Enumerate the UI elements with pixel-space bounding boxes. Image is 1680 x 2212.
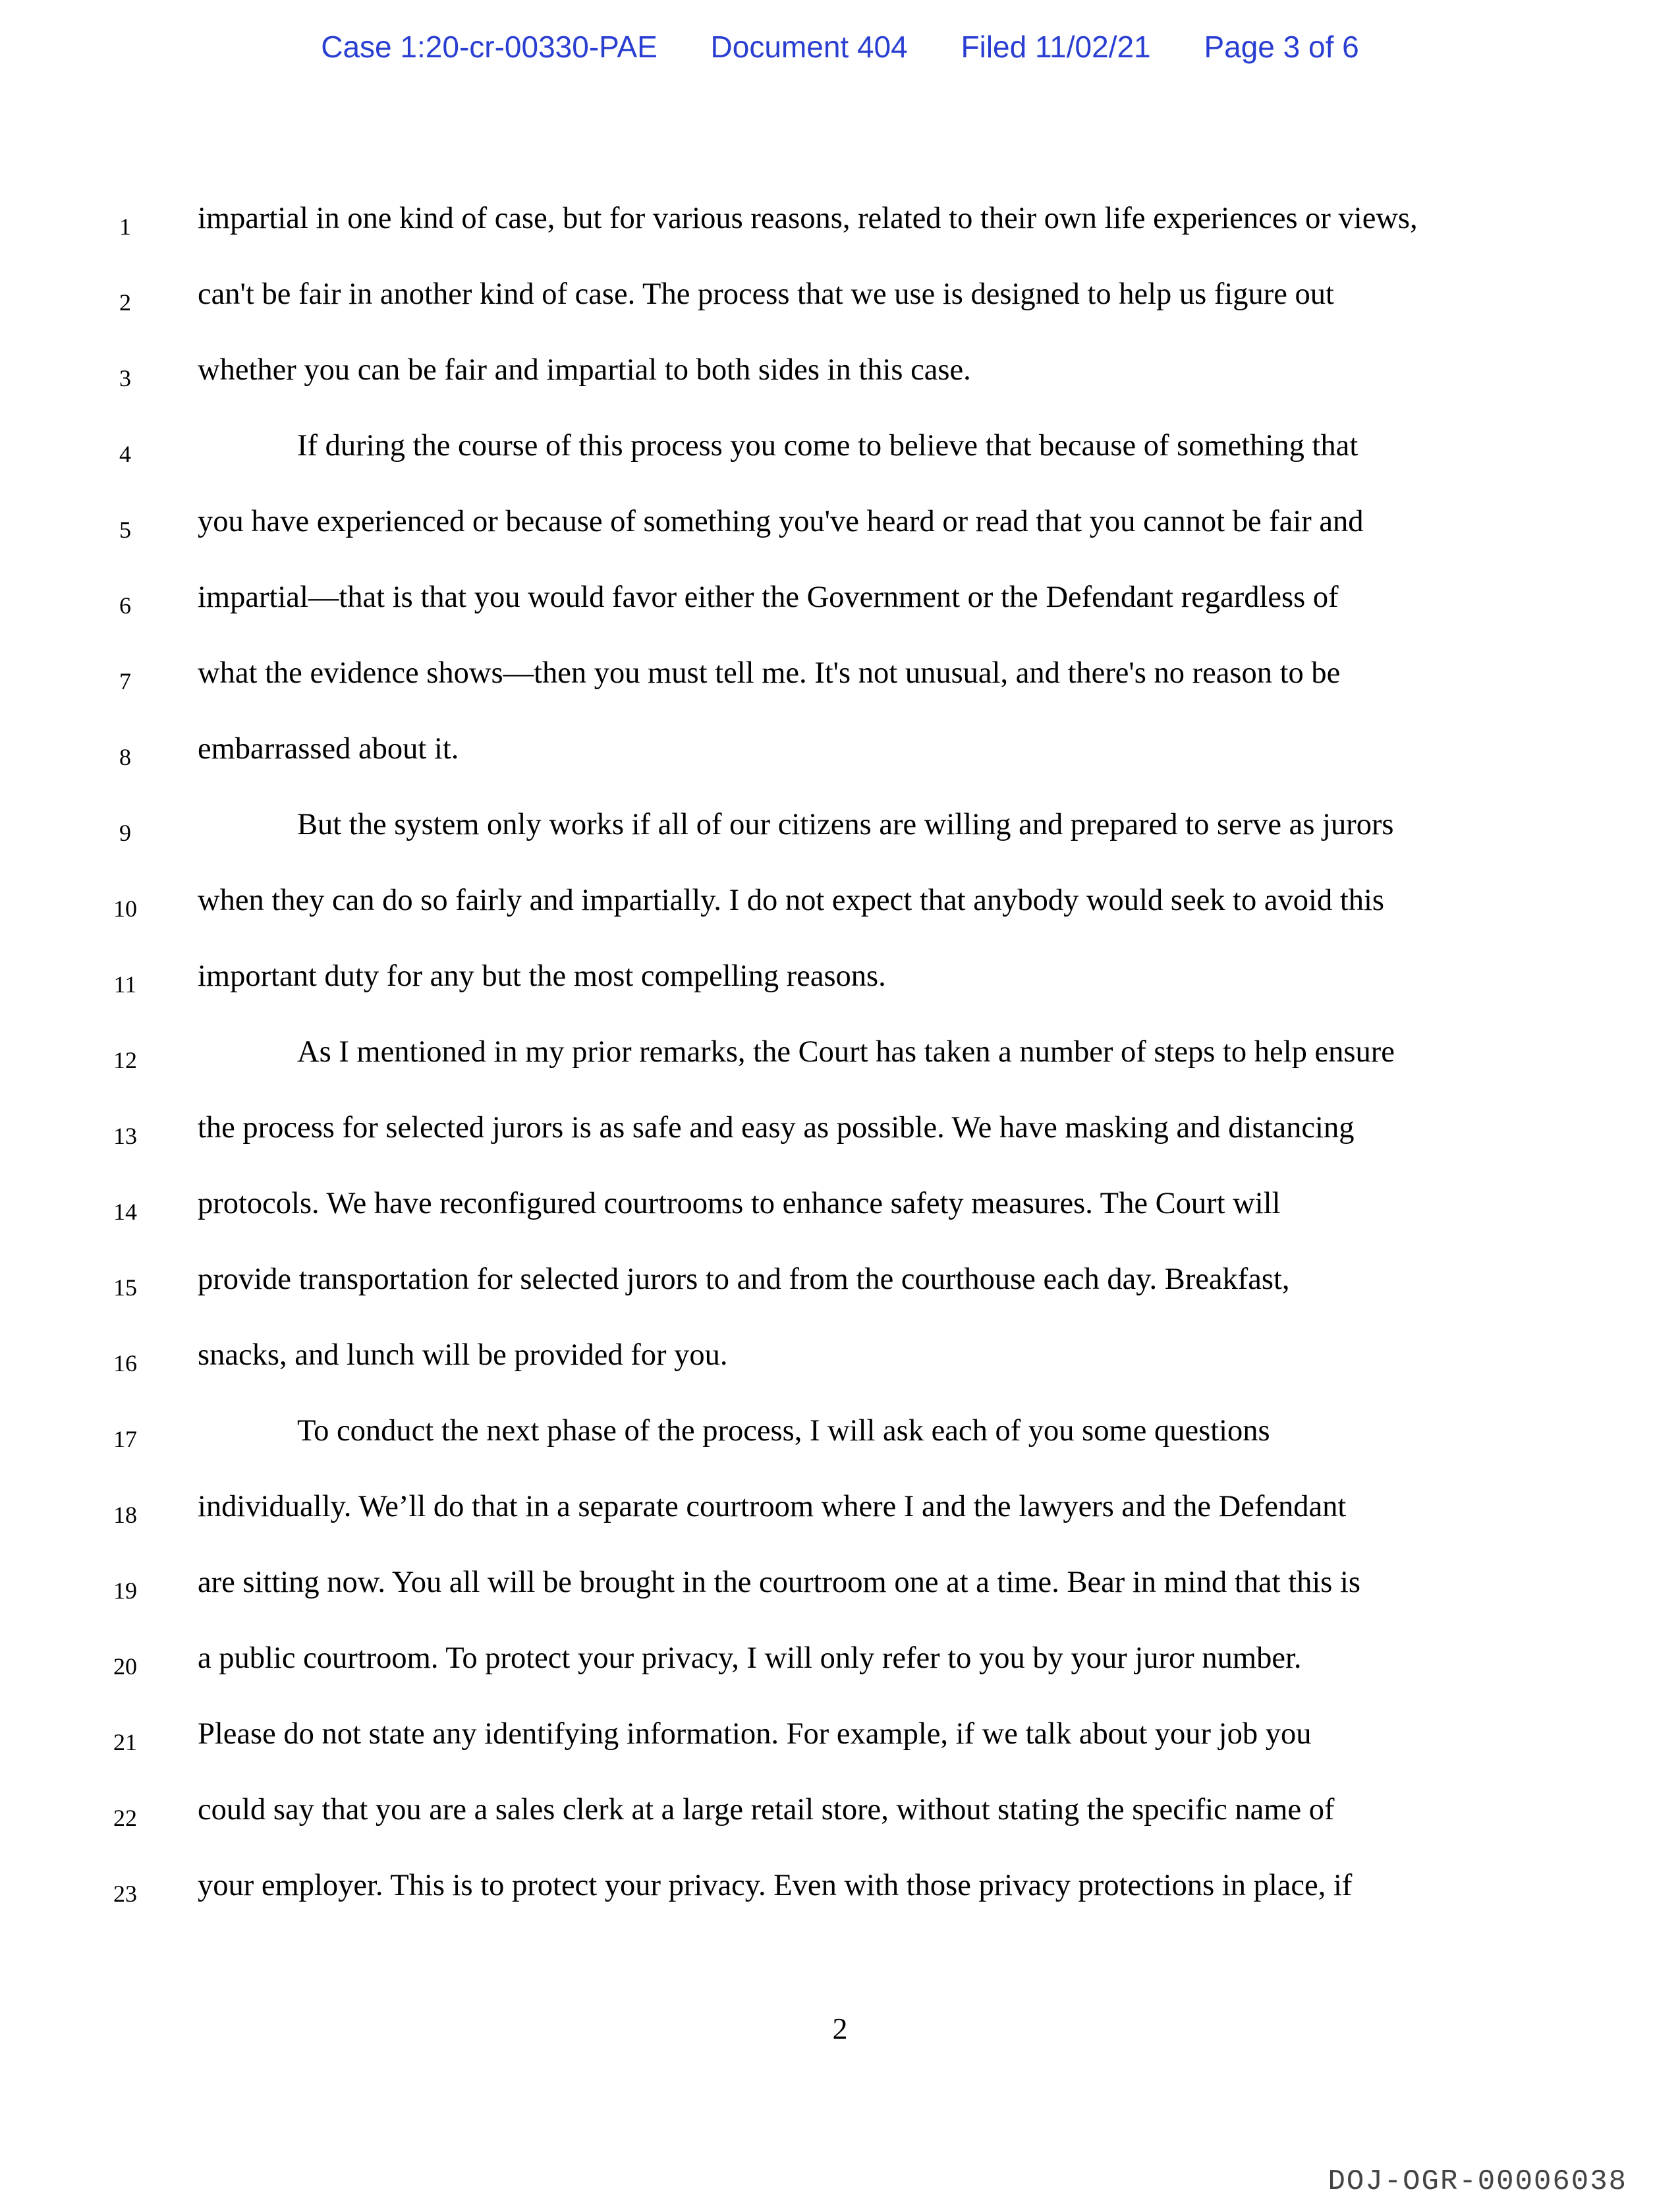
line-number: 1 [119, 213, 131, 240]
line-number: 3 [119, 365, 131, 391]
line-text: the process for selected jurors is as safe and easy as possible. We have masking and distancing [198, 1111, 1355, 1145]
line-number: 20 [113, 1653, 137, 1680]
text-line [0, 1489, 1680, 1548]
line-number: 21 [113, 1729, 137, 1755]
line-text: Please do not state any identifying information. For example, if we talk about your job you [198, 1717, 1312, 1751]
line-text: you have experienced or because of something you've heard or read that you cannot be fair and [198, 505, 1364, 538]
line-number: 17 [113, 1426, 137, 1452]
text-line [0, 959, 1680, 1018]
line-number: 7 [119, 668, 131, 695]
line-text: impartial—that is that you would favor either the Government or the Defendant regardless of [198, 581, 1339, 614]
page-of-pages: Page 3 of 6 [1204, 30, 1359, 64]
filed-date: Filed 11/02/21 [961, 30, 1151, 64]
text-line [0, 277, 1680, 336]
line-text: As I mentioned in my prior remarks, the Court has taken a number of steps to help ensure [297, 1035, 1395, 1069]
text-line [0, 428, 1680, 488]
line-text: protocols. We have reconfigured courtrooms to enhance safety measures. The Court will [198, 1187, 1281, 1220]
line-text: when they can do so fairly and impartially. I do not expect that anybody would seek to avoid this [198, 884, 1385, 917]
line-number: 8 [119, 744, 131, 770]
line-number: 16 [113, 1350, 137, 1376]
line-text: important duty for any but the most compelling reasons. [198, 959, 886, 993]
line-number: 11 [113, 971, 137, 998]
line-text: a public courtroom. To protect your privacy, I will only refer to you by your juror number. [198, 1641, 1302, 1675]
text-line [0, 1110, 1680, 1170]
line-number: 19 [113, 1577, 137, 1604]
line-number: 10 [113, 895, 137, 922]
line-number: 18 [113, 1502, 137, 1528]
line-number: 23 [113, 1881, 137, 1907]
line-text: are sitting now. You all will be brought in the courtroom one at a time. Bear in mind that this is [198, 1566, 1361, 1599]
text-line [0, 1338, 1680, 1397]
line-text: whether you can be fair and impartial to both sides in this case. [198, 353, 971, 387]
text-line [0, 201, 1680, 260]
line-text: snacks, and lunch will be provided for you. [198, 1338, 728, 1372]
text-line [0, 1413, 1680, 1473]
line-text: individually. We’ll do that in a separate courtroom where I and the lawyers and the Defendant [198, 1490, 1347, 1523]
case-number: Case 1:20-cr-00330-PAE [321, 30, 658, 64]
bates-number: DOJ-OGR-00006038 [1328, 2165, 1627, 2198]
line-text: what the evidence shows—then you must tell me. It's not unusual, and there's no reason to be [198, 656, 1341, 690]
text-line [0, 731, 1680, 791]
text-line [0, 1035, 1680, 1094]
line-number: 14 [113, 1199, 137, 1225]
line-number: 5 [119, 517, 131, 543]
text-line [0, 883, 1680, 942]
line-number: 4 [119, 441, 131, 467]
line-text: can't be fair in another kind of case. The process that we use is designed to help us figure out [198, 277, 1334, 311]
line-number: 12 [113, 1047, 137, 1073]
line-text: provide transportation for selected jurors to and from the courthouse each day. Breakfast, [198, 1262, 1290, 1296]
text-line [0, 1262, 1680, 1321]
line-number: 9 [119, 820, 131, 846]
text-line [0, 1641, 1680, 1700]
line-text: But the system only works if all of our citizens are willing and prepared to serve as jurors [297, 808, 1394, 841]
line-number: 13 [113, 1123, 137, 1149]
text-line [0, 656, 1680, 715]
document-number: Document 404 [710, 30, 908, 64]
line-text: your employer. This is to protect your privacy. Even with those privacy protections in place, if [198, 1869, 1353, 1902]
text-line [0, 1716, 1680, 1776]
line-text: embarrassed about it. [198, 732, 459, 766]
text-line [0, 807, 1680, 866]
text-line [0, 1565, 1680, 1624]
line-text: could say that you are a sales clerk at a large retail store, without stating the specific name of [198, 1793, 1335, 1827]
line-text: impartial in one kind of case, but for various reasons, related to their own life experiences or views, [198, 202, 1418, 235]
text-line [0, 1792, 1680, 1852]
case-header [0, 29, 1680, 65]
line-text: If during the course of this process you come to believe that because of something that [297, 429, 1358, 463]
page-number: 2 [832, 2012, 848, 2045]
text-line [0, 1868, 1680, 1927]
text-line [0, 353, 1680, 412]
text-line [0, 504, 1680, 563]
line-number: 6 [119, 592, 131, 619]
line-number: 2 [119, 289, 131, 316]
line-number: 22 [113, 1805, 137, 1831]
line-number: 15 [113, 1274, 137, 1301]
line-text: To conduct the next phase of the process, I will ask each of you some questions [297, 1414, 1270, 1448]
text-line [0, 580, 1680, 639]
text-line [0, 1186, 1680, 1245]
